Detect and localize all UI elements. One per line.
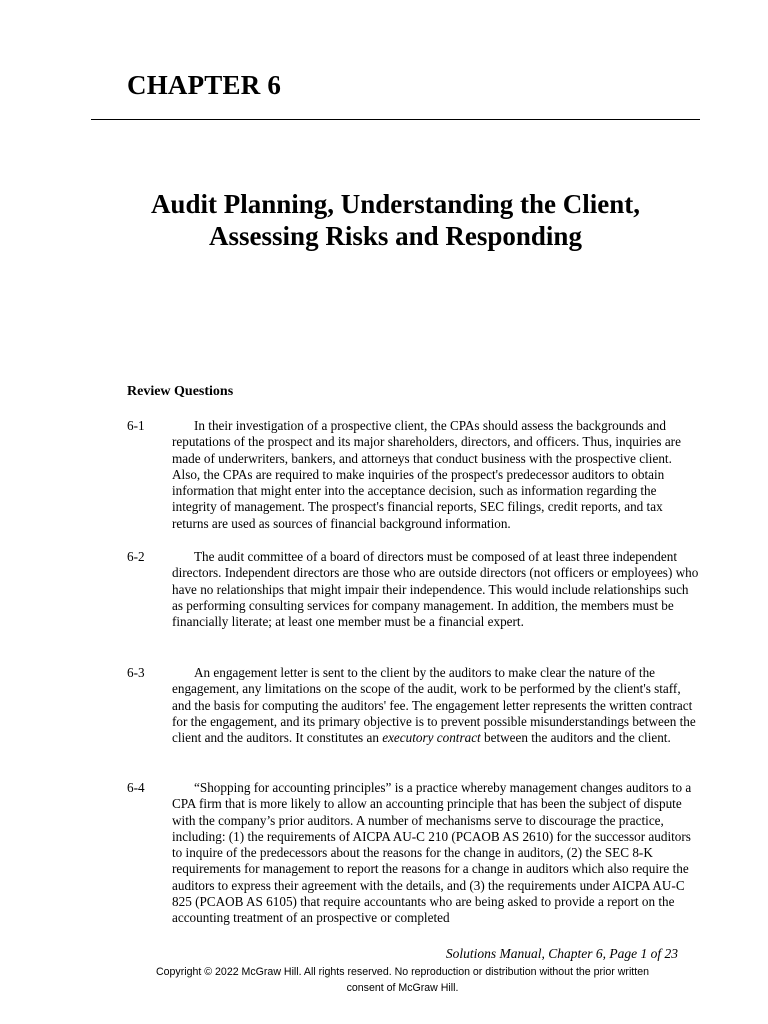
answer-text-part-1: An engagement letter is sent to the client by the auditors to make clear the nature of the engagement, any limitations on the scope of the audit, work to be performed by the client's staff, and the basis for computing the auditors' fee. The engagement letter represents the written contract for the engagement, and its primary objective is to prevent possible misunderstandings between the client and the auditors. It constitutes an	[172, 665, 696, 746]
chapter-heading: CHAPTER 6	[127, 70, 282, 100]
chapter-divider	[91, 119, 700, 120]
review-question-6-3	[127, 665, 702, 746]
question-answer-text: The audit committee of a board of directors must be composed of at least three independent directors. Independent directors are those who are outside directors (not officers or employees) who have no relationships that might impair their independence. This would include relationships such as performing consulting services for company management. In addition, the members must be financially literate; at least one member must be a financial expert.	[172, 549, 699, 630]
section-heading: Review Questions	[127, 384, 234, 399]
question-answer-text: “Shopping for accounting principles” is a practice whereby management changes auditors to a CPA firm that is more likely to allow an accounting principle that has been the subject of dispute with the company’s prior auditors. A number of mechanisms serve to discourage the practice, including: (1) the requirements of AICPA AU-C 210 (PCAOB AS 2610) for the successor auditors to inquire of the predecessors about the reasons for the change in auditors, (2) the SEC 8-K requirements for management to report the reasons for a change in auditors which also require the auditors to express their agreement with the details, and (3) the requirements under AICPA AU-C 825 (PCAOB AS 6105) that require accountants who are being asked to provide a report on the accounting treatment of an prospective or completed	[172, 780, 692, 926]
question-number: 6-3	[127, 665, 145, 680]
review-question-6-2	[127, 549, 702, 630]
page-footer-copyright: Copyright © 2022 McGraw Hill. All rights reserved. No reproduction or distribution without the prior written consent of McGraw Hill.	[156, 966, 649, 994]
question-answer-text	[172, 665, 702, 746]
question-number: 6-4	[127, 780, 145, 795]
chapter-title-line-1: Audit Planning, Understanding the Client,	[150, 189, 641, 219]
review-question-6-1	[127, 418, 702, 532]
question-number: 6-2	[127, 549, 145, 564]
chapter-title	[91, 188, 700, 252]
question-answer-text: In their investigation of a prospective client, the CPAs should assess the backgrounds and reputations of the prospect and its major shareholders, directors, and officers. Thus, inquiries are made of underwriters, bankers, and attorneys that conduct business with the prospective client. Also, the CPAs are required to make inquiries of the prospect's predecessor auditors to obtain information that might enter into the acceptance decision, such as information regarding the integrity of management. The prospect's financial reports, SEC filings, credit reports, and tax returns are used as sources of financial background information.	[172, 418, 681, 531]
question-number: 6-1	[127, 418, 145, 433]
answer-emphasis: executory contract	[382, 730, 481, 746]
review-question-6-4	[127, 780, 702, 927]
answer-text-part-2: between the auditors and the client.	[480, 730, 671, 746]
chapter-title-line-2: Assessing Risks and Responding	[209, 221, 582, 251]
page-footer-solutions: Solutions Manual, Chapter 6, Page 1 of 23	[445, 946, 678, 961]
